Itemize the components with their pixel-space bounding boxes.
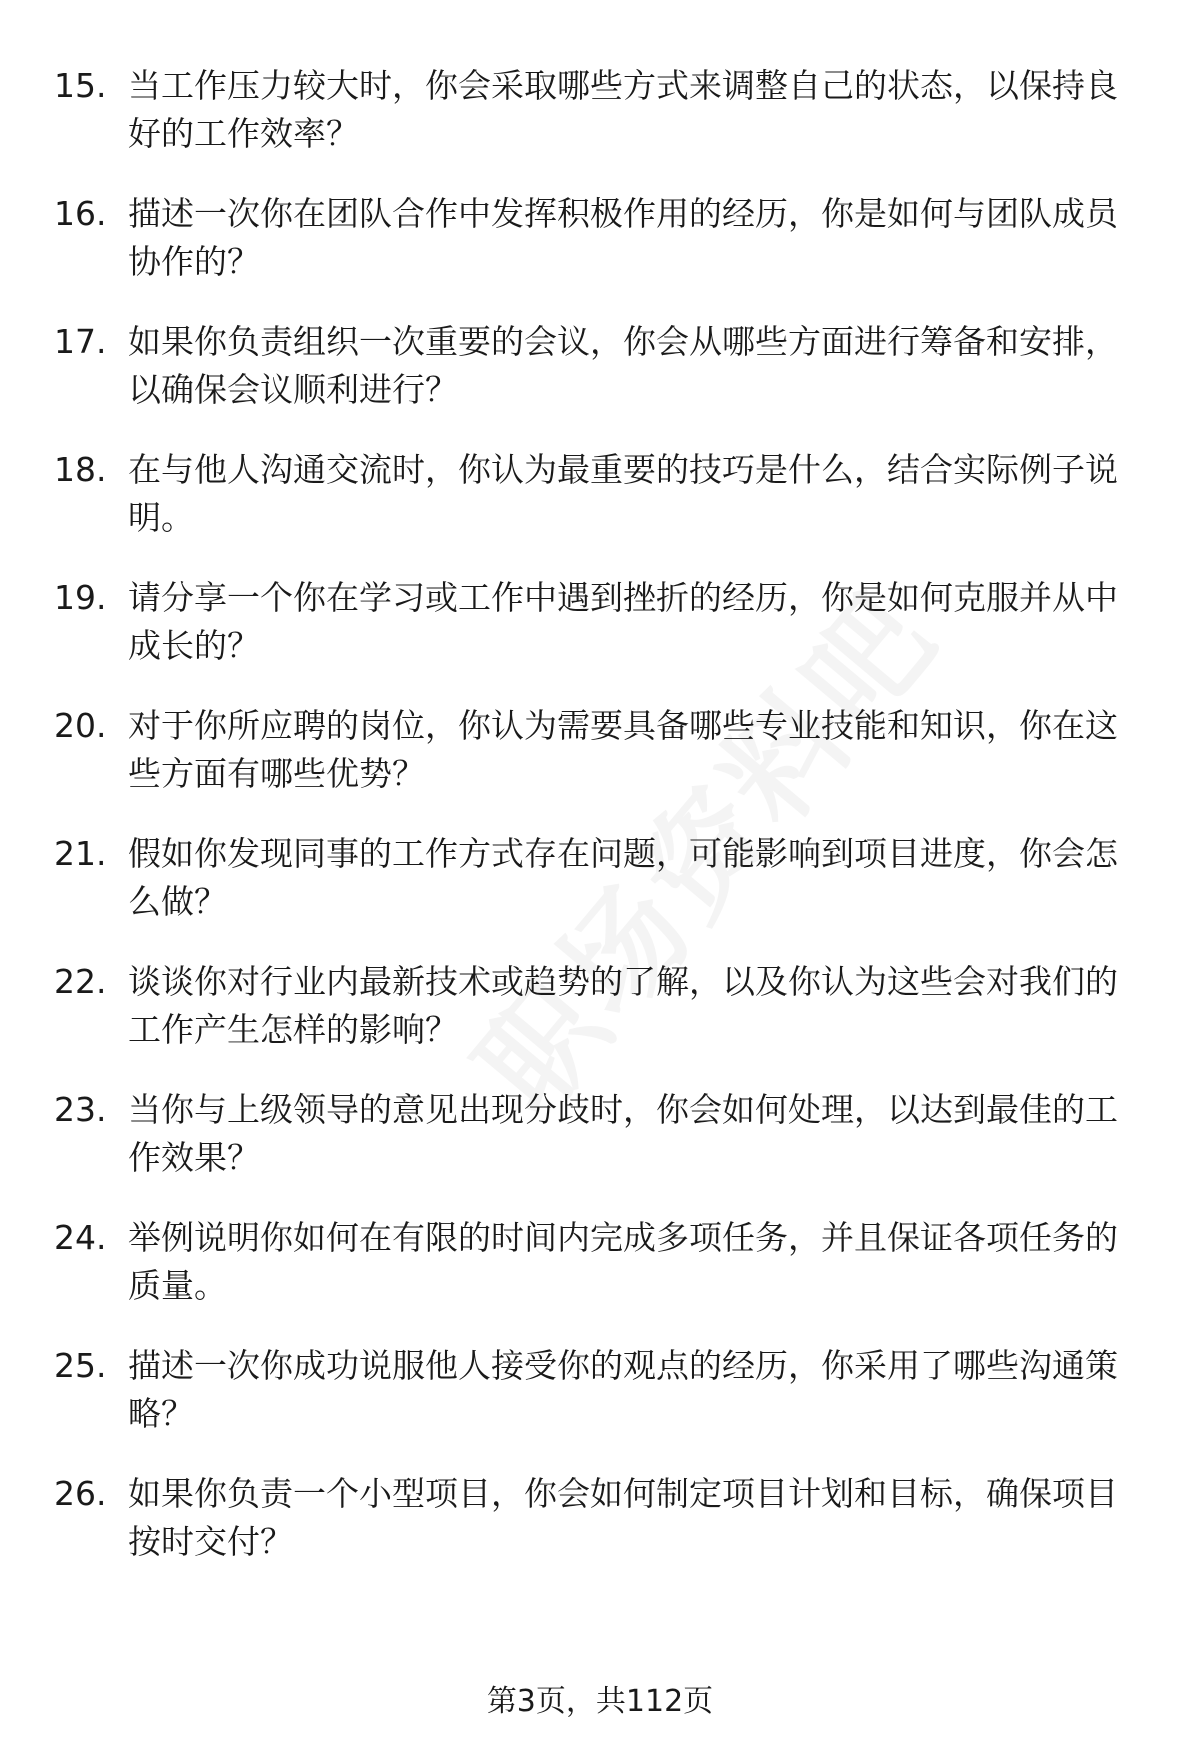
question-text: 如果你负责组织一次重要的会议，你会从哪些方面进行筹备和安排，以确保会议顺利进行？ xyxy=(128,322,1118,409)
question-number: 18. xyxy=(54,450,107,489)
question-item xyxy=(0,1086,1200,1214)
question-text: 对于你所应聘的岗位，你认为需要具备哪些专业技能和知识，你在这些方面有哪些优势？ xyxy=(128,706,1118,793)
page-number-label: 第3页，共112页 xyxy=(486,1684,714,1719)
question-list xyxy=(0,62,1200,1598)
question-number: 17. xyxy=(54,322,107,361)
question-text: 请分享一个你在学习或工作中遇到挫折的经历，你是如何克服并从中成长的？ xyxy=(128,578,1118,665)
question-item xyxy=(0,1342,1200,1470)
question-item xyxy=(0,702,1200,830)
page-footer xyxy=(0,1682,1200,1722)
question-text: 如果你负责一个小型项目，你会如何制定项目计划和目标，确保项目按时交付？ xyxy=(128,1474,1118,1561)
question-number: 23. xyxy=(54,1090,107,1129)
question-number: 25. xyxy=(54,1346,107,1385)
question-text: 描述一次你成功说服他人接受你的观点的经历，你采用了哪些沟通策略？ xyxy=(128,1346,1118,1433)
question-text: 在与他人沟通交流时，你认为最重要的技巧是什么，结合实际例子说明。 xyxy=(128,450,1118,537)
question-text: 举例说明你如何在有限的时间内完成多项任务，并且保证各项任务的质量。 xyxy=(128,1218,1118,1305)
question-item xyxy=(0,62,1200,190)
question-item xyxy=(0,1214,1200,1342)
question-number: 20. xyxy=(54,706,107,745)
question-item xyxy=(0,574,1200,702)
question-item xyxy=(0,958,1200,1086)
question-text: 当工作压力较大时，你会采取哪些方式来调整自己的状态，以保持良好的工作效率？ xyxy=(128,66,1118,153)
question-text: 谈谈你对行业内最新技术或趋势的了解，以及你认为这些会对我们的工作产生怎样的影响？ xyxy=(128,962,1118,1049)
question-number: 24. xyxy=(54,1218,107,1257)
question-number: 16. xyxy=(54,194,107,233)
question-item xyxy=(0,1470,1200,1598)
question-number: 22. xyxy=(54,962,107,1001)
question-item xyxy=(0,446,1200,574)
question-text: 当你与上级领导的意见出现分歧时，你会如何处理，以达到最佳的工作效果？ xyxy=(128,1090,1118,1177)
question-item xyxy=(0,318,1200,446)
question-number: 21. xyxy=(54,834,107,873)
question-item xyxy=(0,830,1200,958)
question-number: 19. xyxy=(54,578,107,617)
question-text: 假如你发现同事的工作方式存在问题，可能影响到项目进度，你会怎么做？ xyxy=(128,834,1118,921)
question-number: 15. xyxy=(54,66,107,105)
question-text: 描述一次你在团队合作中发挥积极作用的经历，你是如何与团队成员协作的？ xyxy=(128,194,1118,281)
question-number: 26. xyxy=(54,1474,107,1513)
question-item xyxy=(0,190,1200,318)
